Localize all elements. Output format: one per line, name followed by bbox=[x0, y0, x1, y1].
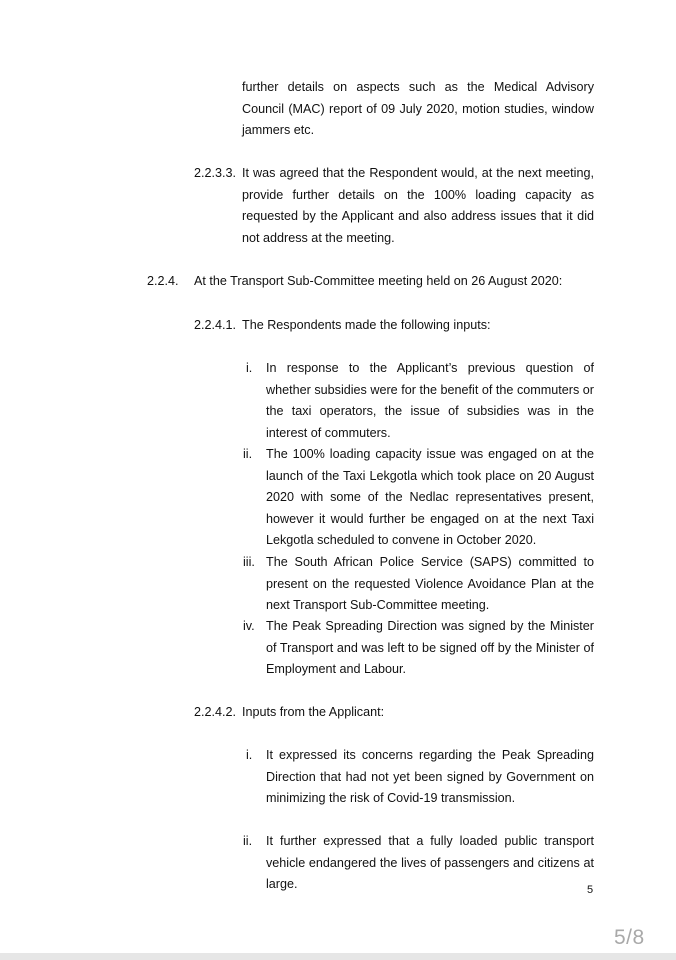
list-item: It further expressed that a fully loaded public transport vehicle endangered the lives of passengers and citizens at large. bbox=[266, 834, 594, 892]
section-number-2-2-4-1: 2.2.4.1. bbox=[194, 318, 237, 332]
list-marker: iv. bbox=[243, 619, 255, 633]
list-marker: i. bbox=[246, 361, 253, 375]
section-text-2-2-3-3: It was agreed that the Respondent would, at the next meeting, provide further details on the 100% loading capacity as requested by the Applicant and also address issues that it did not address at the meeting. bbox=[242, 166, 594, 245]
list-marker: iii. bbox=[243, 555, 255, 569]
section-number-2-2-4-2: 2.2.4.2. bbox=[194, 705, 237, 719]
page-number: 5 bbox=[587, 884, 594, 896]
section-number-2-2-4: 2.2.4. bbox=[147, 274, 179, 288]
list-marker: ii. bbox=[243, 834, 253, 848]
list-item: The South African Police Service (SAPS) committed to present on the requested Violence Avoidance Plan at the next Transport Sub-Committee meeting. bbox=[266, 555, 594, 613]
section-number-2-2-3-3: 2.2.3.3. bbox=[194, 166, 237, 180]
list-marker: ii. bbox=[243, 447, 253, 461]
list-item: In response to the Applicant’s previous question of whether subsidies were for the benefit of the commuters or the taxi operators, the issue of subsidies was in the interest of commuters. bbox=[266, 361, 594, 440]
section-heading-2-2-4: At the Transport Sub-Committee meeting held on 26 August 2020: bbox=[194, 274, 563, 288]
list-marker: i. bbox=[246, 748, 253, 762]
page-counter: 5/8 bbox=[614, 926, 645, 949]
list-item: It expressed its concerns regarding the Peak Spreading Direction that had not yet been signed by Government on minimizing the risk of Covid-19 transmission. bbox=[266, 748, 594, 806]
list-item: The 100% loading capacity issue was engaged on at the launch of the Taxi Lekgotla which took place on 20 August 2020 with some of the Nedlac representatives present, however it would further be engaged on at the next Taxi Lekgotla scheduled to convene in October 2020. bbox=[266, 447, 594, 548]
section-heading-2-2-4-2: Inputs from the Applicant: bbox=[242, 705, 385, 719]
viewer-bottom-bar bbox=[0, 953, 676, 960]
continuation-paragraph: further details on aspects such as the Medical Advisory Council (MAC) report of 09 July 2020, motion studies, window jammers etc. bbox=[242, 80, 594, 138]
list-item: The Peak Spreading Direction was signed by the Minister of Transport and was left to be signed off by the Minister of Employment and Labour. bbox=[266, 619, 594, 677]
section-heading-2-2-4-1: The Respondents made the following inputs: bbox=[242, 318, 491, 332]
